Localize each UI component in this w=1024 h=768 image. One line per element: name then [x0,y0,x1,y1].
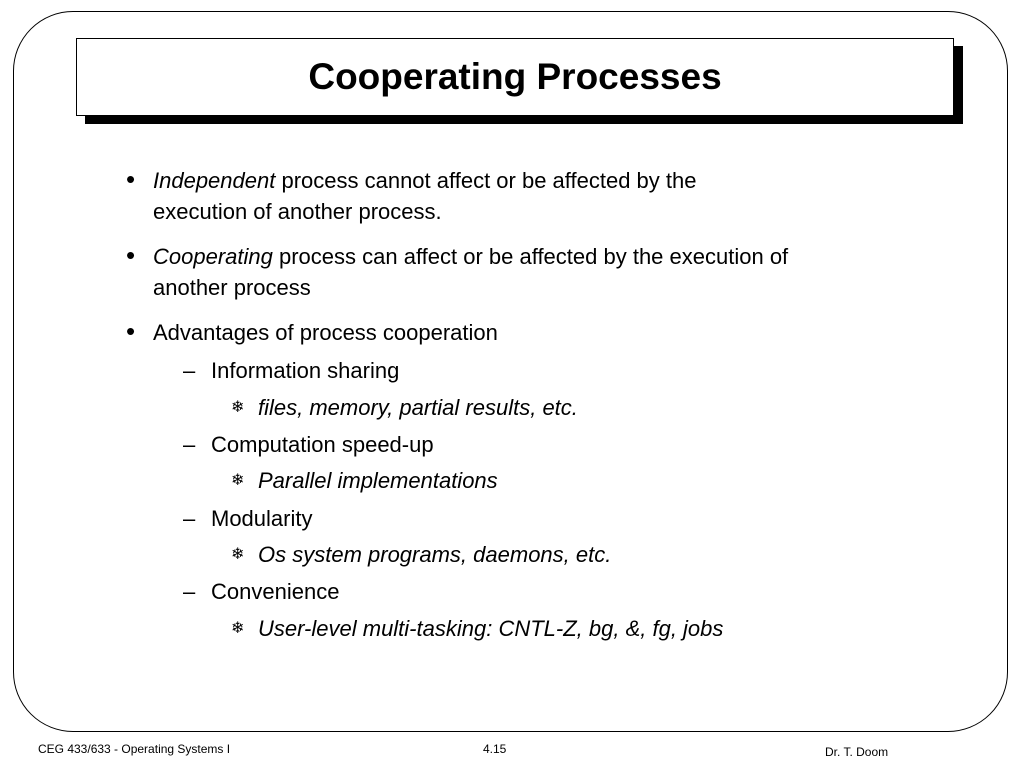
bullet-text: Advantages of process cooperation [153,320,498,345]
advantage-detail: Parallel implementations [258,468,498,493]
footer-author: Dr. T. Doom [825,745,889,759]
snowflake-icon: ❄ [231,399,245,416]
bullet-icon: • [126,164,136,194]
advantage-computation-speedup: Computation speed-up [211,432,434,457]
bullet-text: process can affect or be affected by the execution of [272,244,789,269]
bullet-lead: Independent [153,168,276,193]
advantage-convenience: Convenience [211,579,340,604]
snowflake-icon: ❄ [231,546,245,563]
dash-icon: – [183,506,196,531]
bullet-icon: • [126,316,136,346]
advantage-modularity: Modularity [211,506,313,531]
bullet-text: process cannot affect or be affected by the [275,168,697,193]
bullet-text-cont: execution of another process. [153,199,442,224]
advantage-detail: User-level multi-tasking: CNTL-Z, bg, &, fg, jobs [258,616,724,641]
advantage-detail: files, memory, partial results, etc. [258,395,578,420]
dash-icon: – [183,432,196,457]
bullet-advantages [153,317,913,348]
bullet-cooperating [153,241,913,303]
bullet-independent [153,165,913,227]
bullet-icon: • [126,240,136,270]
slide-title: Cooperating Processes [308,56,722,97]
footer-page-number: 4.15 [483,742,507,756]
bullet-lead: Cooperating [153,244,273,269]
advantage-detail: Os system programs, daemons, etc. [258,542,612,567]
bullet-text-cont: another process [153,275,311,300]
dash-icon: – [183,579,196,604]
footer-course: CEG 433/633 - Operating Systems I [38,742,231,756]
dash-icon: – [183,358,196,383]
snowflake-icon: ❄ [231,620,245,637]
advantage-information-sharing: Information sharing [211,358,400,383]
snowflake-icon: ❄ [231,472,245,489]
